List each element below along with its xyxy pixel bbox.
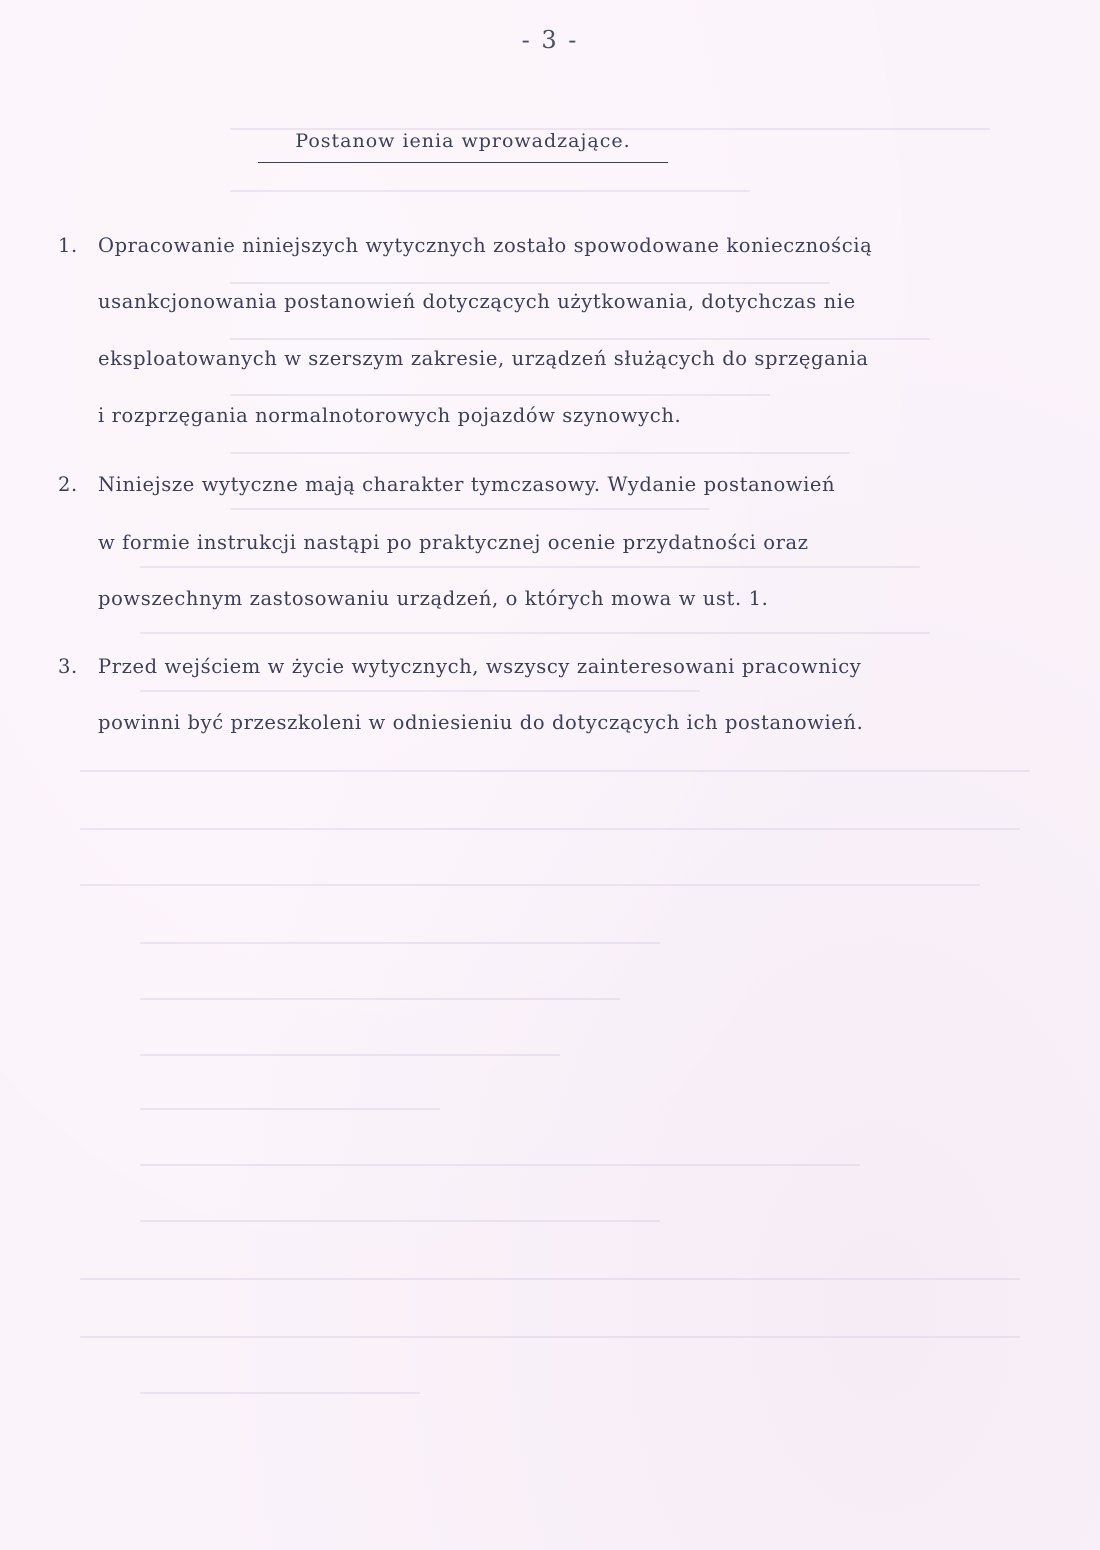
paragraph-number: 2. <box>58 473 78 496</box>
section-heading: Postanow ienia wprowadzające. <box>258 130 668 163</box>
paragraph-number: 3. <box>58 655 78 678</box>
paragraph-line: powinni być przeszkoleni w odniesieniu do dotyczących ich postanowień. <box>98 711 864 734</box>
paragraph-line: Przed wejściem w życie wytycznych, wszyscy zainteresowani pracownicy <box>98 655 862 678</box>
paragraph-number: 1. <box>58 234 78 257</box>
paragraph-line: usankcjonowania postanowień dotyczących użytkowania, dotychczas nie <box>98 290 856 313</box>
page-number: - 3 - <box>521 26 579 54</box>
paragraph-line: Niniejsze wytyczne mają charakter tymczasowy. Wydanie postanowień <box>98 473 836 496</box>
paragraph-line: eksploatowanych w szerszym zakresie, urządzeń służących do sprzęgania <box>98 347 869 370</box>
paragraph-line: i rozprzęgania normalnotorowych pojazdów szynowych. <box>98 404 682 427</box>
paragraph-line: w formie instrukcji nastąpi po praktycznej ocenie przydatności oraz <box>98 531 809 554</box>
paragraph-line: Opracowanie niniejszych wytycznych zostało spowodowane koniecznością <box>98 234 873 257</box>
paragraph-line: powszechnym zastosowaniu urządzeń, o których mowa w ust. 1. <box>98 587 769 610</box>
